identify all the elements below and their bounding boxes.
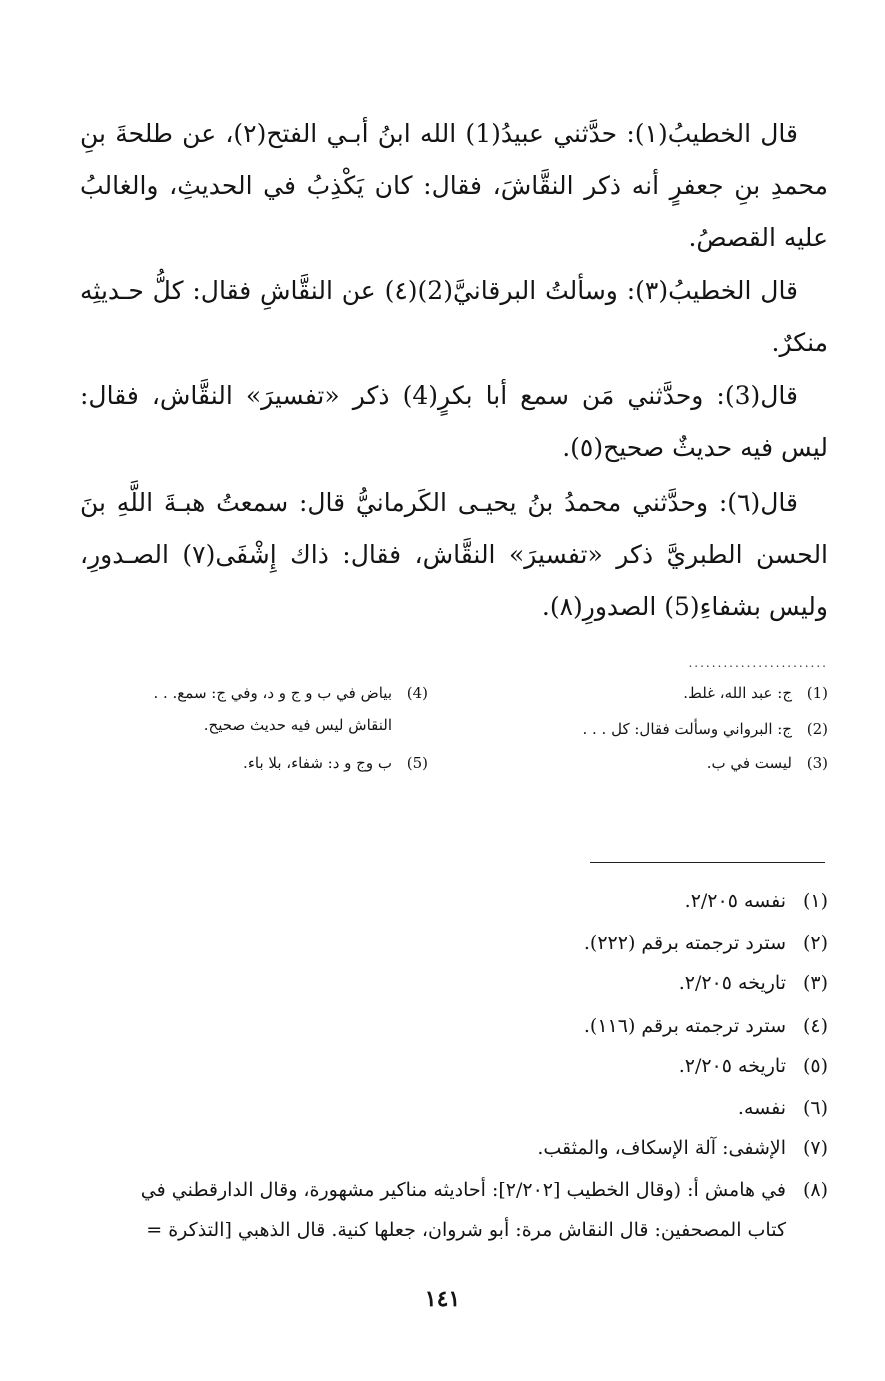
variant-note-number: (2) xyxy=(806,720,828,738)
footnote-number: (٤) xyxy=(802,1015,828,1037)
footnote-text: تاريخه ٢/٢٠٥. xyxy=(678,972,786,994)
footnote xyxy=(141,1175,828,1205)
variant-note-text: ج: عبد الله، غلط. xyxy=(683,684,792,702)
variant-note-number: (1) xyxy=(806,684,828,702)
footnote-text: كتاب المصحفين: قال النقاش مرة: أبو شروان، جعلها كنية. قال الذهبي [التذكرة = xyxy=(146,1219,786,1241)
variant-note-number: (3) xyxy=(806,754,828,772)
footnote-text: تاريخه ٢/٢٠٥. xyxy=(678,1055,786,1077)
footnote xyxy=(679,968,828,998)
footnote-text: نفسه ٢/٢٠٥. xyxy=(684,890,786,912)
footnote-text: سترد ترجمته برقم (٢٢٢). xyxy=(583,932,786,954)
footnote xyxy=(679,1051,828,1081)
footnote xyxy=(685,886,828,916)
variant-note-number: (4) xyxy=(406,684,428,702)
variant-note-text: ليست في ب. xyxy=(706,754,792,772)
variant-note xyxy=(683,680,828,706)
footnote-number: (٥) xyxy=(802,1055,828,1077)
body-paragraph: قال(٦): وحدَّثني محمدُ بنُ يحيـى الكَرمانيُّ قال: سمعتُ هبـةَ اللَّهِ بنَ الحسن الطبريَّ ذكر «تفسيرَ» النقَّاش، فقال: ذاك إِشْفَى(٧) الصـدورِ، وليس بشفاءِ(5) الصدورِ(٨). xyxy=(80,488,829,621)
footnote-number: (٨) xyxy=(802,1179,828,1201)
footnote-number: (٦) xyxy=(802,1097,828,1119)
variant-notes-separator: ........................ xyxy=(688,656,828,670)
variant-note xyxy=(707,750,828,776)
body-paragraph: قال الخطيبُ(١): حدَّثني عبيدُ(1) الله ابنُ أبـي الفتح(٢)، عن طلحةَ بنِ محمدِ بنِ جعفرٍ أنه ذكر النقَّاشَ، فقال: كان يَكْذِبُ في الحديثِ، والغالبُ عليه القصصُ. xyxy=(80,119,828,252)
footnote xyxy=(584,928,828,958)
body-paragraph: قال الخطيبُ(٣): وسألتُ البرقانيَّ(2)(٤) عن النقَّاشِ فقال: كلُّ حـديثِه منكرٌ. xyxy=(80,276,828,357)
variant-note-text: النقاش ليس فيه حديث صحيح. xyxy=(203,716,392,734)
footnote-text: نفسه. xyxy=(737,1097,786,1119)
footnote-text: في هامش أ: (وقال الخطيب [٢/٢٠٢]: أحاديثه مناكير مشهورة، وقال الدارقطني في xyxy=(140,1179,786,1201)
variant-note-text: ب وج و د: شفاء، بلا باء. xyxy=(243,754,392,772)
variant-note xyxy=(243,750,428,776)
page-number: ١٤١ xyxy=(424,1286,461,1312)
footnote xyxy=(537,1133,828,1163)
body-paragraph: قال(3): وحدَّثني مَن سمع أبا بكرٍ(4) ذكر «تفسيرَ» النقَّاش، فقال: ليس فيه حديثٌ صحيح(٥). xyxy=(80,381,828,462)
variant-note-continuation xyxy=(204,712,392,738)
footnote-number: (٣) xyxy=(802,972,828,994)
variant-note-text: بياض في ب و ج و د، وفي ج: سمع. . . xyxy=(153,684,392,702)
footnote-divider xyxy=(590,862,825,863)
variant-note xyxy=(153,680,428,706)
footnote-continuation xyxy=(146,1215,786,1245)
footnote-text: سترد ترجمته برقم (١١٦). xyxy=(583,1015,786,1037)
footnote xyxy=(584,1011,828,1041)
variant-note-number: (5) xyxy=(406,754,428,772)
variant-note-text: ج: البرواني وسألت فقال: كل . . . xyxy=(582,720,792,738)
footnote-number: (٧) xyxy=(802,1137,828,1159)
footnote-text: الإشفى: آلة الإسكاف، والمثقب. xyxy=(537,1137,786,1159)
variant-note xyxy=(582,716,828,742)
footnote-number: (١) xyxy=(802,890,828,912)
footnote xyxy=(738,1093,828,1123)
footnote-number: (٢) xyxy=(802,932,828,954)
